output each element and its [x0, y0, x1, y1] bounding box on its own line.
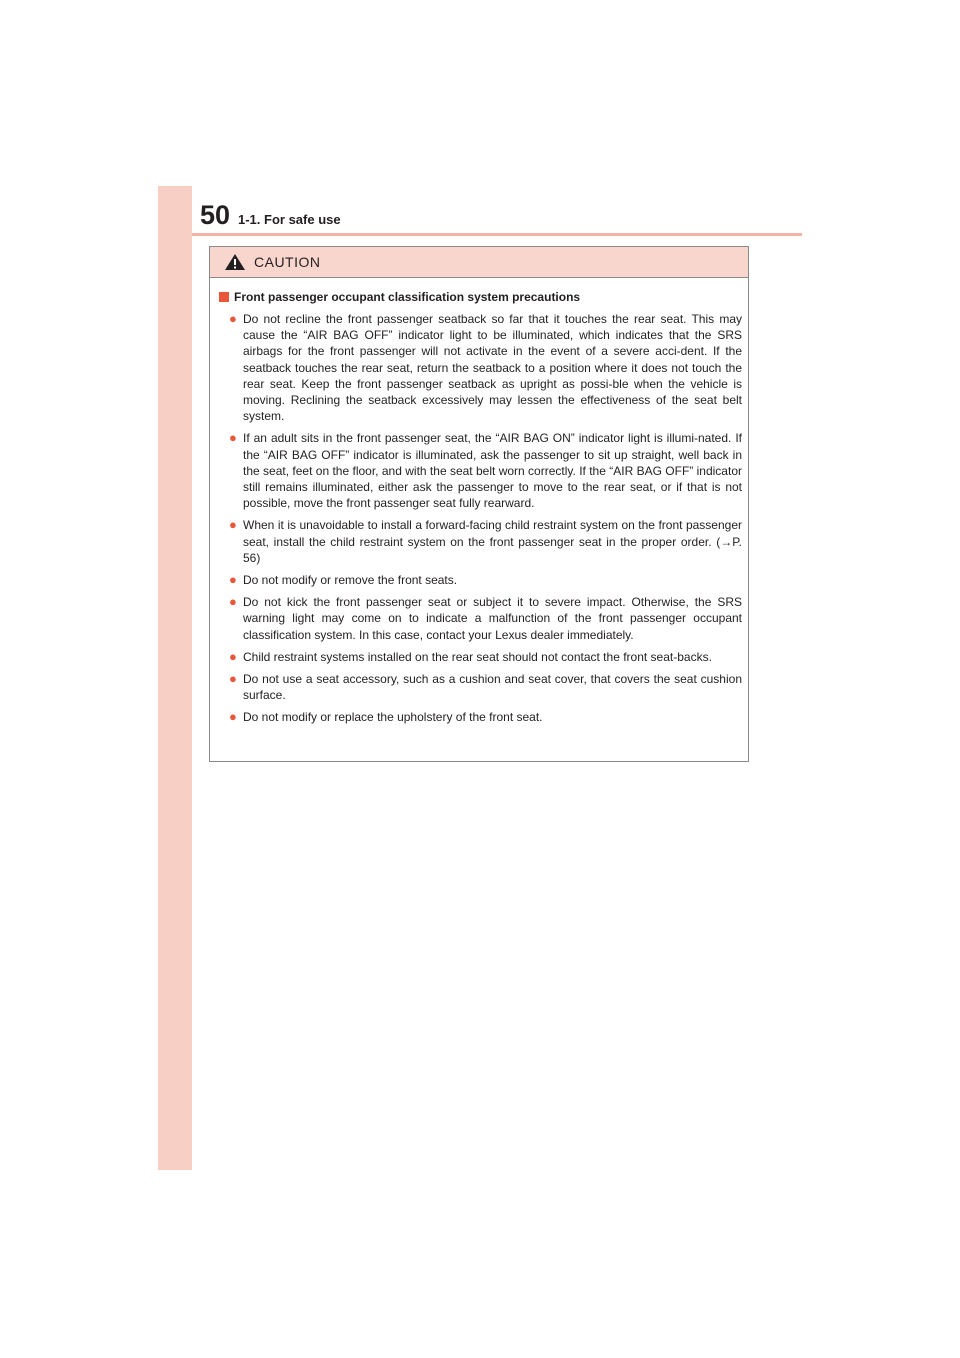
sub-heading-text: Front passenger occupant classification system precautions: [234, 290, 581, 304]
bullet-dot-icon: ●: [229, 594, 237, 610]
list-item-text: Child restraint systems installed on the rear seat should not contact the front seat-backs.: [243, 649, 712, 664]
list-item-text: Do not recline the front passenger seatback so far that it touches the rear seat. This may cause the “AIR BAG OFF” indicator light to be illuminated, which indicates that the SRS airbags for the front passenger will not activate in the event of a severe acci-dent. If the seatback touches the rear seat, return the seatback to a position where it does not touch the rear seat. Keep the front passenger seatback as upright as possi-ble when the vehicle is moving. Reclining the seatback excessively may lessen the effectiveness of the seat belt system.: [243, 312, 742, 424]
bullet-dot-icon: ●: [229, 671, 237, 687]
caution-box: [209, 246, 749, 762]
list-item: [219, 517, 742, 566]
list-item: [219, 671, 742, 703]
list-item: [219, 709, 742, 725]
section-title: 1-1. For safe use: [238, 212, 341, 227]
list-item: [219, 311, 742, 424]
list-item-text: When it is unavoidable to install a forward-facing child restraint system on the front passenger seat, install the child restraint system on the front passenger seat in the proper order. (→P. 56): [243, 518, 742, 565]
list-item: [219, 649, 742, 665]
warning-triangle-icon: [224, 253, 246, 271]
list-item-text: Do not modify or remove the front seats.: [243, 573, 458, 588]
list-item: [219, 572, 742, 588]
bullet-dot-icon: ●: [229, 709, 237, 725]
caution-sub-heading: [219, 290, 742, 305]
header-rule: [192, 233, 802, 236]
list-item-text: Do not use a seat accessory, such as a cushion and seat cover, that covers the seat cushion surface.: [243, 672, 742, 703]
caution-label: CAUTION: [254, 254, 321, 270]
list-item-text: Do not modify or replace the upholstery of the front seat.: [243, 710, 543, 725]
list-item-text: Do not kick the front passenger seat or subject it to severe impact. Otherwise, the SRS warning light may come on to indicate a malfunction of the front passenger occupant classification system. In this case, contact your Lexus dealer immediately.: [243, 595, 742, 642]
bullet-dot-icon: ●: [229, 517, 237, 533]
bullet-dot-icon: ●: [229, 430, 237, 446]
list-item-text: If an adult sits in the front passenger seat, the “AIR BAG ON” indicator light is illumi-nated. If the “AIR BAG OFF” indicator is illuminated, ask the passenger to sit up straight, well back in the seat, feet on the floor, and with the seat belt worn correctly. If the “AIR BAG OFF” indicator still remains illuminated, either ask the passenger to move to the rear seat, or if that is not possible, move the front passenger seat fully rearward.: [243, 431, 742, 511]
square-bullet-icon: [219, 292, 229, 302]
bullet-dot-icon: ●: [229, 648, 237, 664]
list-item: [219, 430, 742, 511]
bullet-dot-icon: ●: [229, 572, 237, 588]
caution-body: [210, 278, 748, 726]
list-item: [219, 594, 742, 643]
side-color-band: [158, 186, 192, 1170]
caution-header: [210, 247, 748, 278]
page-number: 50: [200, 200, 231, 230]
bullet-dot-icon: ●: [229, 311, 237, 326]
